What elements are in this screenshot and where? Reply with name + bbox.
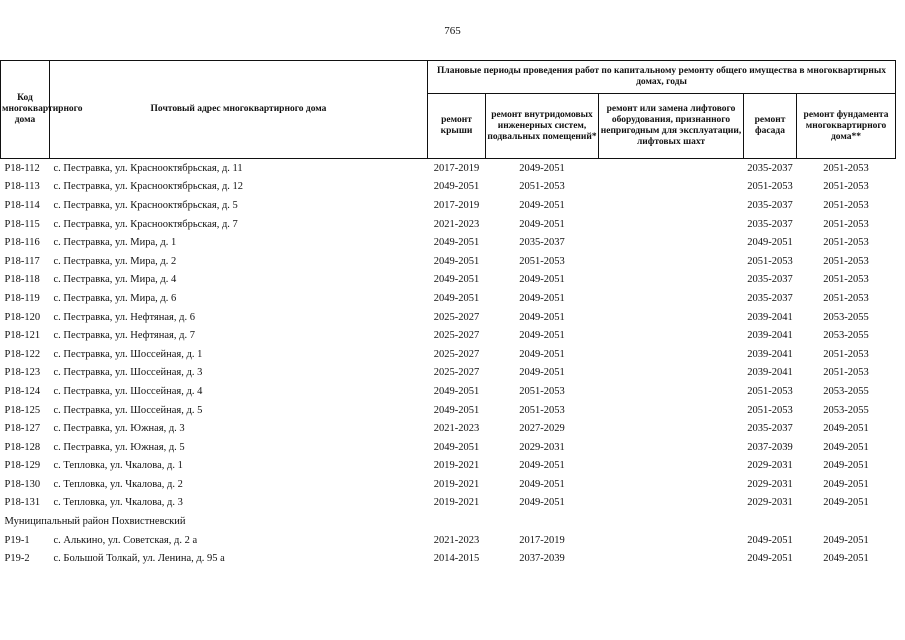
row-address: с. Пестравка, ул. Краснооктябрьская, д. 12 (53, 181, 244, 193)
row-roof-period: 2049-2051 (433, 237, 480, 249)
row-facade-period: 2051-2053 (747, 255, 793, 267)
row-facade-period: 2037-2039 (747, 441, 793, 453)
row-facade-period: 2039-2041 (747, 311, 793, 323)
row-systems-period: 2049-2051 (519, 330, 565, 342)
row-foundation-period: 2051-2053 (823, 218, 869, 230)
row-foundation-period: 2053-2055 (823, 330, 869, 342)
row-elevator-period (599, 178, 744, 197)
row-elevator-period (599, 215, 744, 234)
table-row (1, 326, 896, 345)
row-foundation-period: 2051-2053 (823, 292, 869, 304)
row-elevator-period (599, 494, 744, 513)
row-foundation-period: 2049-2051 (823, 553, 869, 565)
row-code: Р18-119 (4, 292, 40, 304)
header-elevator: ремонт или замена лифтового оборудования, признанного непригодным для эксплуатации, лифтовых шахт (599, 94, 744, 159)
row-facade-period: 2049-2051 (747, 534, 793, 546)
row-foundation-period: 2051-2053 (823, 199, 869, 211)
row-foundation-period: 2051-2053 (823, 367, 869, 379)
row-foundation-period: 2049-2051 (823, 441, 869, 453)
table-row (1, 159, 896, 178)
row-systems-period: 2035-2037 (519, 237, 565, 249)
row-facade-period: 2035-2037 (747, 423, 793, 435)
table-row (1, 252, 896, 271)
row-code: Р18-128 (4, 441, 41, 453)
row-address: с. Пестравка, ул. Мира, д. 6 (53, 292, 177, 304)
row-elevator-period (599, 438, 744, 457)
row-code: Р18-122 (4, 348, 41, 360)
row-code: Р18-125 (4, 404, 41, 416)
row-address: с. Пестравка, ул. Краснооктябрьская, д. 7 (53, 218, 238, 230)
row-code: Р18-115 (4, 218, 40, 230)
row-facade-period: 2029-2031 (747, 478, 793, 490)
header-roof: ремонт крыши (428, 94, 486, 159)
row-systems-period: 2049-2051 (519, 348, 565, 360)
table-row (1, 196, 896, 215)
row-facade-period: 2035-2037 (747, 199, 793, 211)
row-address: с. Пестравка, ул. Шоссейная, д. 4 (53, 385, 203, 397)
row-foundation-period: 2049-2051 (823, 423, 869, 435)
row-roof-period: 2049-2051 (433, 181, 480, 193)
row-code: Р18-131 (4, 497, 41, 509)
row-systems-period: 2037-2039 (519, 553, 565, 565)
row-elevator-period (599, 196, 744, 215)
row-roof-period: 2021-2023 (433, 534, 480, 546)
row-code: Р19-1 (4, 534, 30, 546)
row-foundation-period: 2053-2055 (823, 311, 869, 323)
row-elevator-period (599, 457, 744, 476)
row-facade-period: 2035-2037 (747, 218, 793, 230)
row-elevator-period (599, 475, 744, 494)
row-roof-period: 2049-2051 (433, 441, 480, 453)
header-systems: ремонт внутридомовых инженерных систем, подвальных помещений* (486, 94, 599, 159)
header-periods: Плановые периоды проведения работ по капитальному ремонту общего имущества в многоквартирных домах, годы (428, 61, 896, 94)
row-elevator-period (599, 271, 744, 290)
row-address: с. Пестравка, ул. Южная, д. 3 (53, 423, 185, 435)
row-elevator-period (599, 364, 744, 383)
row-address: с. Пестравка, ул. Шоссейная, д. 3 (53, 367, 203, 379)
row-foundation-period: 2051-2053 (823, 181, 869, 193)
repair-schedule-table (0, 60, 896, 568)
row-address: с. Пестравка, ул. Краснооктябрьская, д. 5 (53, 199, 238, 211)
row-foundation-period: 2053-2055 (823, 404, 869, 416)
row-systems-period: 2029-2031 (519, 441, 565, 453)
table-row (1, 178, 896, 197)
row-roof-period: 2049-2051 (433, 292, 480, 304)
row-foundation-period: 2051-2053 (823, 255, 869, 267)
row-roof-period: 2019-2021 (433, 460, 480, 472)
row-address: с. Тепловка, ул. Чкалова, д. 1 (53, 460, 183, 472)
row-code: Р18-124 (4, 385, 41, 397)
row-foundation-period: 2051-2053 (823, 237, 869, 249)
row-foundation-period: 2049-2051 (823, 497, 869, 509)
page-number: 765 (444, 25, 461, 37)
table-row (1, 419, 896, 438)
table-row (1, 233, 896, 252)
row-code: Р18-116 (4, 237, 40, 249)
row-code: Р18-123 (4, 367, 41, 379)
table-row (1, 364, 896, 383)
row-address: с. Алькино, ул. Советская, д. 2 а (53, 534, 198, 546)
row-elevator-period (599, 549, 744, 568)
row-roof-period: 2021-2023 (433, 218, 480, 230)
row-facade-period: 2051-2053 (747, 404, 793, 416)
row-foundation-period: 2051-2053 (823, 274, 869, 286)
row-roof-period: 2017-2019 (433, 162, 480, 174)
row-elevator-period (599, 345, 744, 364)
row-facade-period: 2049-2051 (747, 237, 793, 249)
row-roof-period: 2049-2051 (433, 404, 480, 416)
row-address: с. Большой Толкай, ул. Ленина, д. 95 а (53, 553, 225, 565)
row-elevator-period (599, 233, 744, 252)
district-name: Муниципальный район Похвистневский (4, 516, 186, 528)
row-code: Р19-2 (4, 553, 30, 565)
row-address: с. Тепловка, ул. Чкалова, д. 3 (53, 497, 183, 509)
row-address: с. Пестравка, ул. Нефтяная, д. 7 (53, 330, 195, 342)
row-systems-period: 2049-2051 (519, 199, 565, 211)
row-address: с. Тепловка, ул. Чкалова, д. 2 (53, 478, 183, 490)
row-address: с. Пестравка, ул. Нефтяная, д. 6 (53, 311, 195, 323)
row-roof-period: 2049-2051 (433, 385, 480, 397)
table-row (1, 215, 896, 234)
row-facade-period: 2051-2053 (747, 385, 793, 397)
row-address: с. Пестравка, ул. Шоссейная, д. 1 (53, 348, 203, 360)
row-foundation-period: 2049-2051 (823, 460, 869, 472)
row-address: с. Пестравка, ул. Мира, д. 4 (53, 274, 177, 286)
row-facade-period: 2029-2031 (747, 497, 793, 509)
row-roof-period: 2019-2021 (433, 497, 480, 509)
row-roof-period: 2025-2027 (433, 330, 480, 342)
row-systems-period: 2049-2051 (519, 497, 565, 509)
row-roof-period: 2014-2015 (433, 553, 480, 565)
table-row (1, 494, 896, 513)
row-elevator-period (599, 289, 744, 308)
row-code: Р18-117 (4, 255, 40, 267)
row-elevator-period (599, 382, 744, 401)
row-facade-period: 2051-2053 (747, 181, 793, 193)
header-facade: ремонт фасада (744, 94, 797, 159)
row-systems-period: 2049-2051 (519, 292, 565, 304)
row-facade-period: 2039-2041 (747, 330, 793, 342)
row-foundation-period: 2051-2053 (823, 162, 869, 174)
row-foundation-period: 2051-2053 (823, 348, 869, 360)
row-elevator-period (599, 401, 744, 420)
row-code: Р18-113 (4, 181, 40, 193)
row-systems-period: 2049-2051 (519, 274, 565, 286)
row-code: Р18-129 (4, 460, 41, 472)
row-elevator-period (599, 308, 744, 327)
row-address: с. Пестравка, ул. Южная, д. 5 (53, 441, 185, 453)
row-elevator-period (599, 159, 744, 178)
table-row (1, 531, 896, 550)
row-code: Р18-112 (4, 162, 40, 174)
row-roof-period: 2021-2023 (433, 423, 480, 435)
table-row (1, 308, 896, 327)
table-row (1, 382, 896, 401)
row-systems-period: 2049-2051 (519, 311, 565, 323)
table-row (1, 345, 896, 364)
row-systems-period: 2049-2051 (519, 478, 565, 490)
row-code: Р18-130 (4, 478, 41, 490)
row-facade-period: 2039-2041 (747, 367, 793, 379)
row-systems-period: 2049-2051 (519, 162, 565, 174)
row-systems-period: 2051-2053 (519, 255, 565, 267)
row-facade-period: 2035-2037 (747, 292, 793, 304)
row-code: Р18-120 (4, 311, 41, 323)
table-row (1, 549, 896, 568)
header-code: Код многоквартирного дома (1, 61, 50, 159)
table-row (1, 457, 896, 476)
row-roof-period: 2019-2021 (433, 478, 480, 490)
table-row (1, 438, 896, 457)
row-code: Р18-114 (4, 199, 40, 211)
row-elevator-period (599, 419, 744, 438)
header-address: Почтовый адрес многоквартирного дома (50, 61, 428, 159)
table-row (1, 289, 896, 308)
row-systems-period: 2017-2019 (519, 534, 565, 546)
row-roof-period: 2025-2027 (433, 311, 480, 323)
row-elevator-period (599, 252, 744, 271)
row-foundation-period: 2053-2055 (823, 385, 869, 397)
row-facade-period: 2029-2031 (747, 460, 793, 472)
row-systems-period: 2049-2051 (519, 367, 565, 379)
row-systems-period: 2049-2051 (519, 218, 565, 230)
row-elevator-period (599, 531, 744, 550)
table-row (1, 401, 896, 420)
district-row (1, 512, 896, 531)
row-code: Р18-127 (4, 423, 41, 435)
row-roof-period: 2049-2051 (433, 274, 480, 286)
table-row (1, 271, 896, 290)
row-roof-period: 2025-2027 (433, 367, 480, 379)
row-systems-period: 2049-2051 (519, 460, 565, 472)
row-address: с. Пестравка, ул. Шоссейная, д. 5 (53, 404, 203, 416)
row-address: с. Пестравка, ул. Мира, д. 2 (53, 255, 177, 267)
row-facade-period: 2049-2051 (747, 553, 793, 565)
row-foundation-period: 2049-2051 (823, 478, 869, 490)
row-foundation-period: 2049-2051 (823, 534, 869, 546)
row-systems-period: 2051-2053 (519, 385, 565, 397)
row-elevator-period (599, 326, 744, 345)
row-code: Р18-118 (4, 274, 40, 286)
row-roof-period: 2017-2019 (433, 199, 480, 211)
row-address: с. Пестравка, ул. Краснооктябрьская, д. 11 (53, 162, 243, 174)
row-address: с. Пестравка, ул. Мира, д. 1 (53, 237, 177, 249)
row-facade-period: 2039-2041 (747, 348, 793, 360)
row-roof-period: 2025-2027 (433, 348, 480, 360)
row-systems-period: 2027-2029 (519, 423, 565, 435)
row-facade-period: 2035-2037 (747, 162, 793, 174)
row-code: Р18-121 (4, 330, 41, 342)
table-row (1, 475, 896, 494)
row-facade-period: 2035-2037 (747, 274, 793, 286)
row-systems-period: 2051-2053 (519, 404, 565, 416)
row-roof-period: 2049-2051 (433, 255, 480, 267)
row-systems-period: 2051-2053 (519, 181, 565, 193)
header-foundation: ремонт фундамента многоквартирного дома** (797, 94, 896, 159)
